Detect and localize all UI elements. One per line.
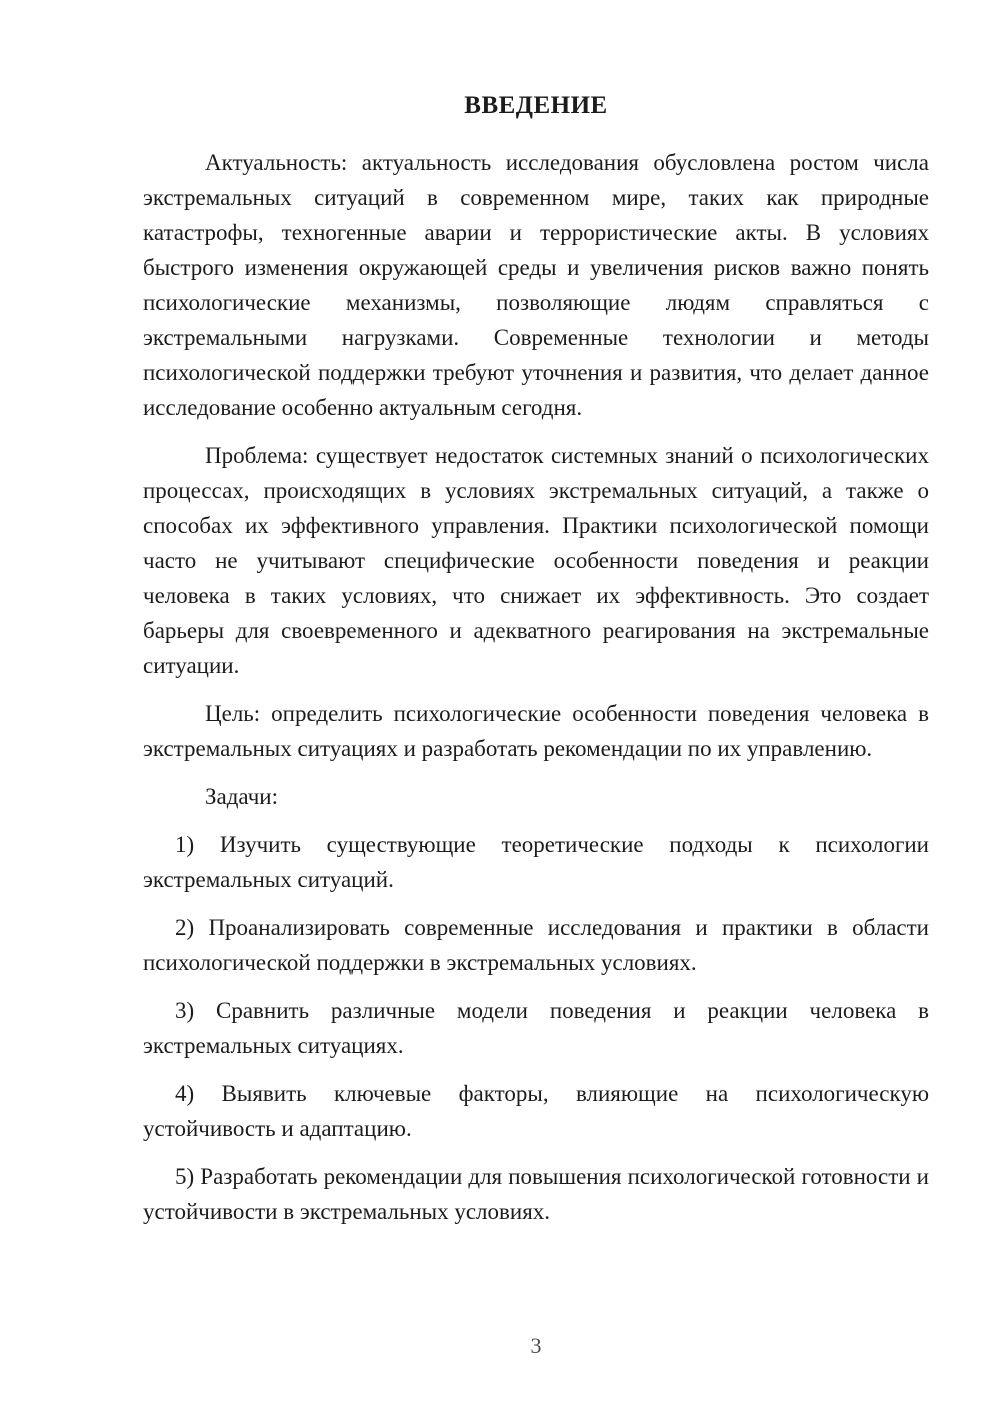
task-item-3: 3) Сравнить различные модели поведения и реакции человека в экстремальных ситуациях. (143, 998, 929, 1058)
paragraph-tasks-label: Задачи: (205, 784, 278, 809)
page-number: 3 (530, 1333, 542, 1358)
paragraph-relevance: Актуальность: актуальность исследования обусловлена ростом числа экстремальных ситуаций в современном мире, таких как природные катастрофы, техногенные аварии и террористические акты. В условиях быстрого изменения окружающей среды и увеличения рисков важно понять психологические механизмы, позволяющие людям справляться с экстремальными нагрузками. Современные технологии и методы психологической поддержки требуют уточнения и развития, что делает данное исследование особенно актуальным сегодня. (143, 150, 929, 420)
paragraph-goal: Цель: определить психологические особенности поведения человека в экстремальных ситуациях и разработать рекомендации по их управлению. (143, 701, 929, 761)
section-title: ВВЕДЕНИЕ (464, 92, 608, 119)
task-item-5: 5) Разработать рекомендации для повышения психологической готовности и устойчивости в экстремальных условиях. (143, 1164, 929, 1224)
task-item-2: 2) Проанализировать современные исследования и практики в области психологической поддержки в экстремальных условиях. (143, 915, 929, 975)
paragraph-problem: Проблема: существует недостаток системных знаний о психологических процессах, происходящих в условиях экстремальных ситуаций, а также о способах их эффективного управления. Практики психологической помощи часто не учитывают специфические особенности поведения и реакции человека в таких условиях, что снижает их эффективность. Это создает барьеры для своевременного и адекватного реагирования на экстремальные ситуации. (143, 443, 929, 678)
task-item-1: 1) Изучить существующие теоретические подходы к психологии экстремальных ситуаций. (143, 832, 929, 892)
task-item-4: 4) Выявить ключевые факторы, влияющие на психологическую устойчивость и адаптацию. (143, 1081, 929, 1141)
page-content (143, 88, 929, 1242)
